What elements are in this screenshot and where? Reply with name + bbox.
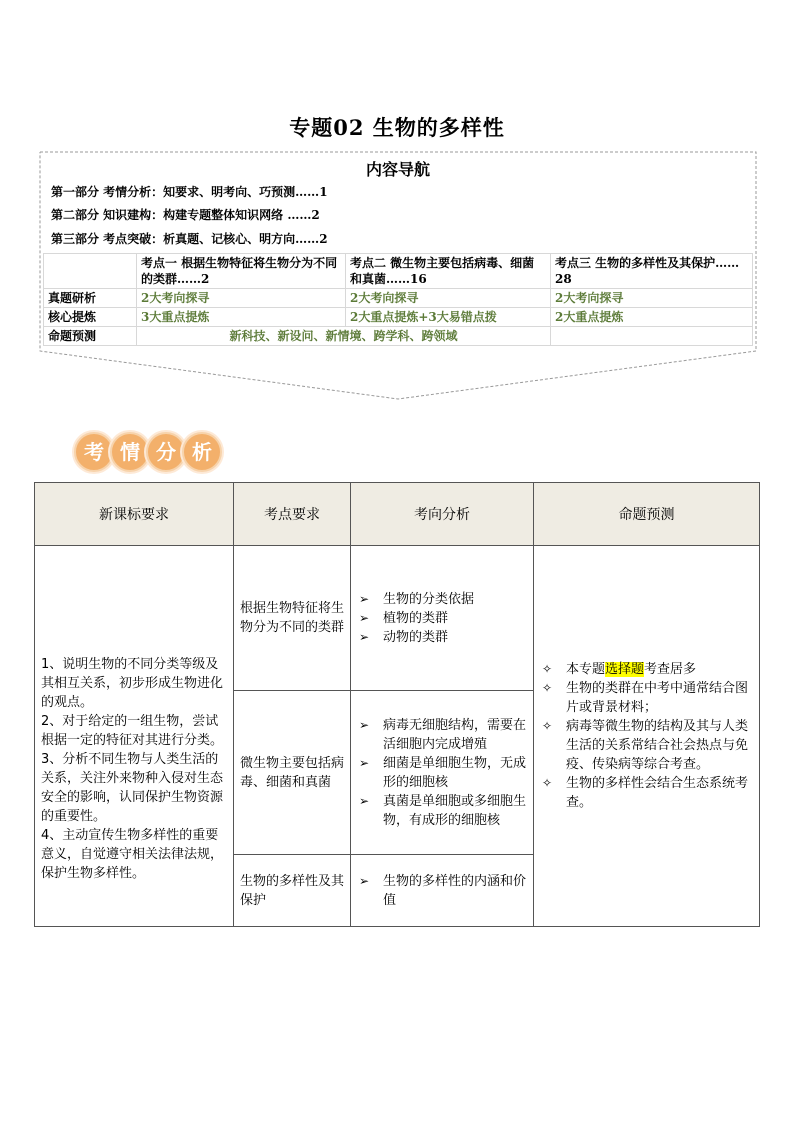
nav-row-head: 真题研析 [44,289,137,308]
nav-predict-text: 新科技、新设问、新情境、跨学科、跨领域 [137,327,551,346]
page-title: 专题02 生物的多样性 [289,115,505,140]
nav-part-2[interactable]: 第二部分 知识建构：构建专题整体知识网络 ……2 [51,208,320,222]
nav-cell: 2大考向探寻 [346,289,551,308]
nav-kaodian-1[interactable]: 考点一 根据生物特征将生物分为不同的类群……2 [137,254,346,289]
nav-cell: 2大重点提炼 [551,308,753,327]
nav-row-head: 核心提炼 [44,308,137,327]
diamond-bullet-icon: ✧ [542,776,553,790]
content-navigation [39,151,757,401]
nav-cell-empty [551,327,753,346]
prediction-item: ✧ 病毒等微生物的结构及其与人类生活的关系常结合社会热点与免疫、传染病等综合考查。 [542,719,749,772]
nav-cell: 2大考向探寻 [551,289,753,308]
prediction-item: ✧ 本专题选择题考查居多 [542,662,697,677]
nav-part-3[interactable]: 第三部分 考点突破：析真题、记核心、明方向……2 [51,232,328,246]
kaodian-cell: 生物的多样性及其保护 [234,855,351,927]
arrow-bullet-icon: ➢ [359,610,370,625]
direction-item: ➢ 细菌是单细胞生物，无成形的细胞核 [359,755,527,790]
direction-cell [351,546,534,691]
banner-char: 情 [110,432,150,472]
nav-heading: 内容导航 [365,160,430,179]
nav-cell: 3大重点提炼 [137,308,346,327]
header-direction: 考向分析 [351,483,534,546]
nav-cell: 2大考向探寻 [137,289,346,308]
arrow-bullet-icon: ➢ [359,629,370,644]
direction-item: ➢ 生物的多样性的内涵和价值 [359,873,527,908]
highlight: 选择题 [605,662,645,677]
exam-analysis-table [34,482,760,927]
direction-cell [351,691,534,855]
prediction-cell [534,546,760,927]
arrow-bullet-icon: ➢ [359,873,370,888]
banner-char: 分 [146,432,186,472]
arrow-bullet-icon: ➢ [359,793,370,808]
arrow-bullet-icon: ➢ [359,755,370,770]
arrow-bullet-icon: ➢ [359,717,370,732]
standard-requirements: 1、说明生物的不同分类等级及其相互关系，初步形成生物进化的观点。 2、对于给定的一组生物，尝试根据一定的特征对其进行分类。 3、分析不同生物与人类生活的关系，关注外来物种入侵对生态安全的影响，认同保护生物资源的重要性。 4、主动宣传生物多样性的重要意义，自觉遵守相关法律法规，保护生物多样性。 [35,546,234,927]
nav-kaodian-3[interactable]: 考点三 生物的多样性及其保护……28 [551,254,753,289]
diamond-bullet-icon: ✧ [542,662,553,676]
direction-item: ➢ 植物的类群 [359,610,449,626]
diamond-bullet-icon: ✧ [542,719,553,733]
header-kaodian: 考点要求 [234,483,351,546]
prediction-item: ✧ 生物的多样性会结合生态系统考查。 [542,776,749,810]
prediction-item: ✧ 生物的类群在中考中通常结合图片或背景材料； [542,681,749,715]
kaodian-cell: 微生物主要包括病毒、细菌和真菌 [234,691,351,855]
nav-kaodian-2[interactable]: 考点二 微生物主要包括病毒、细菌和真菌……16 [346,254,551,289]
direction-item: ➢ 病毒无细胞结构，需要在活细胞内完成增殖 [359,717,527,752]
nav-cell: 2大重点提炼+3大易错点拨 [346,308,551,327]
banner-char: 析 [182,432,222,472]
arrow-bullet-icon: ➢ [359,591,370,606]
header-standard: 新课标要求 [35,483,234,546]
header-prediction: 命题预测 [534,483,760,546]
direction-item: ➢ 生物的分类依据 [359,591,475,607]
kaodian-cell: 根据生物特征将生物分为不同的类群 [234,546,351,691]
nav-row-head: 命题预测 [44,327,137,346]
banner-char: 考 [74,432,114,472]
nav-corner [44,254,137,289]
diamond-bullet-icon: ✧ [542,681,553,695]
nav-table [43,253,753,346]
direction-cell [351,855,534,927]
direction-item: ➢ 真菌是单细胞或多细胞生物，有成形的细胞核 [359,793,527,828]
nav-part-1[interactable]: 第一部分 考情分析：知要求、明考向、巧预测……1 [51,185,328,199]
direction-item: ➢ 动物的类群 [359,629,449,645]
